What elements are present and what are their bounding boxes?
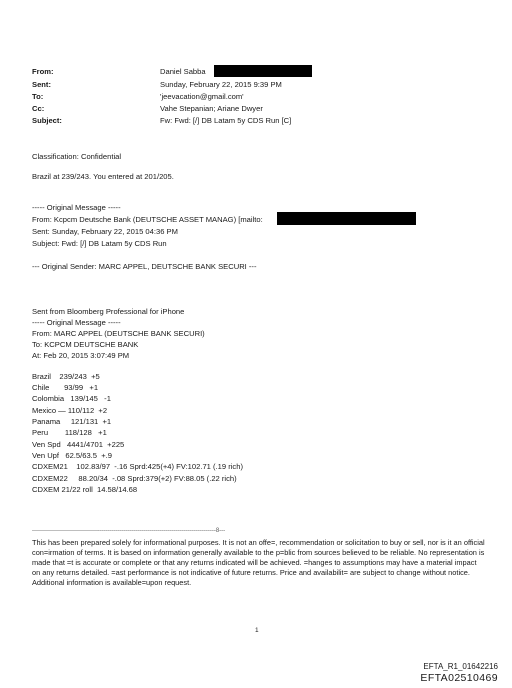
original-sent: Sent: Sunday, February 22, 2015 04:36 PM <box>32 227 178 236</box>
cds-row: Ven Upf 62.5/63.5 +.9 <box>32 451 113 460</box>
cds-row: Panama 121/131 +1 <box>32 417 112 426</box>
redaction-box <box>277 212 416 225</box>
bates-number-large: EFTA02510469 <box>420 672 498 684</box>
sent-value: Sunday, February 22, 2015 9:39 PM <box>160 80 282 89</box>
bloomberg-signature: Sent from Bloomberg Professional for iPhone <box>32 307 185 316</box>
subject-label: Subject: <box>32 116 62 125</box>
cds-row: CDXEM21 102.83/97 -.16 Sprd:425(+4) FV:102.71 (.19 rich) <box>32 462 243 471</box>
original-sender-line: --- Original Sender: MARC APPEL, DEUTSCHE BANK SECURI --- <box>32 262 257 271</box>
cds-row: Ven Spd 4441/4701 +225 <box>32 440 125 449</box>
original-from: From: Kcpcm Deutsche Bank (DEUTSCHE ASSET MANAG) [mailto: <box>32 215 263 224</box>
cds-row: Peru 118/128 +1 <box>32 428 107 437</box>
cds-row: Chile 93/99 +1 <box>32 383 99 392</box>
cds-row: CDXEM22 88.20/34 -.08 Sprd:379(+2) FV:88.05 (.22 rich) <box>32 474 237 483</box>
cds-row: Colombia 139/145 -1 <box>32 394 111 403</box>
cds-row: Mexico — 110/112 +2 <box>32 406 108 415</box>
disclaimer-rule: --------------------------------------------------------------------------------------------8--- <box>32 528 226 534</box>
redaction-box <box>214 65 312 77</box>
subject-value: Fw: Fwd: [/] DB Latam 5y CDS Run [C] <box>160 116 292 125</box>
original2-to: To: KCPCM DEUTSCHE BANK <box>32 340 139 349</box>
original2-from: From: MARC APPEL (DEUTSCHE BANK SECURI) <box>32 329 205 338</box>
disclaimer-text: This has been prepared solely for informational purposes. It is not an offe=, recommendation or solicitation to buy or sell, nor is it an official con=irmation of terms. It is based on information generally available to the p=blic from sources believed to be reliable. No representation is made that =t is accurate or complete or that any returns indicated will be achieved. =hanges to assumptions may have a material impact on any returns detailed. =ast performance is not indicative of future returns. Price and availabilit= are subject to change without notice. Additional information is available=upon request. <box>32 538 485 587</box>
cds-row: Brazil 239/243 +5 <box>32 372 100 381</box>
from-label: From: <box>32 67 54 76</box>
from-value: Daniel Sabba <box>160 67 206 76</box>
original-subject: Subject: Fwd: [/] DB Latam 5y CDS Run <box>32 239 167 248</box>
bates-number-small: EFTA_R1_01642216 <box>423 662 498 671</box>
page-number: 1 <box>255 627 259 634</box>
cds-row: CDXEM 21/22 roll 14.58/14.68 <box>32 485 138 494</box>
original-message-separator-2: ----- Original Message ----- <box>32 318 121 327</box>
sent-label: Sent: <box>32 80 51 89</box>
cc-label: Cc: <box>32 104 45 113</box>
classification-text: Classification: Confidential <box>32 152 122 161</box>
original-message-separator: ----- Original Message ----- <box>32 203 121 212</box>
to-label: To: <box>32 92 44 101</box>
to-value: 'jeevacation@gmail.com' <box>160 92 244 101</box>
cc-value: Vahe Stepanian; Ariane Dwyer <box>160 104 263 113</box>
brazil-note: Brazil at 239/243. You entered at 201/205. <box>32 172 174 181</box>
original2-at: At: Feb 20, 2015 3:07:49 PM <box>32 351 130 360</box>
